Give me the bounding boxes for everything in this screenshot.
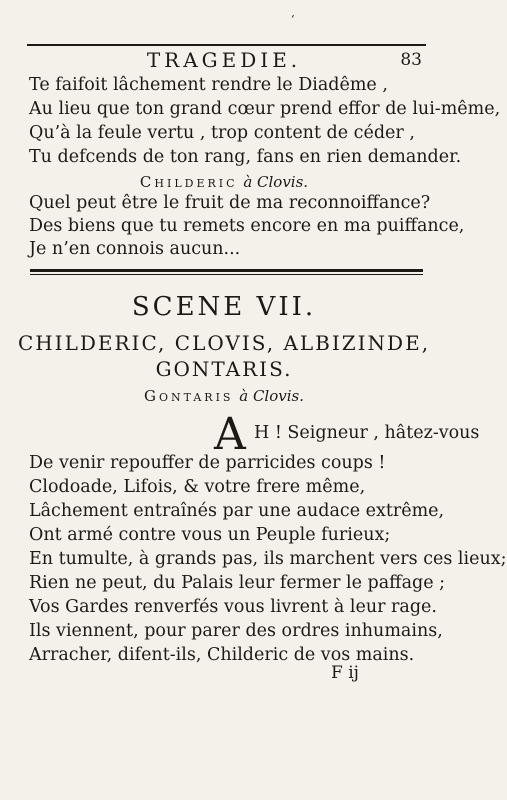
verse-line: En tumulte, à grands pas, ils marchent vers ces lieux;	[29, 549, 507, 569]
signature-mark: F ij	[331, 663, 359, 683]
speaker-name: Childeric	[139, 173, 238, 191]
page-number: 83	[400, 50, 422, 70]
speaker-name: Gontaris	[143, 387, 234, 405]
verse-line: Te faifoit lâchement rendre le Diadême ,	[29, 75, 388, 95]
margin-mark: ‘	[291, 13, 295, 26]
verse-line: Des biens que tu remets encore en ma puiffance,	[29, 216, 465, 236]
running-title: TRAGEDIE.	[146, 48, 302, 72]
verse-line: H ! Seigneur , hâtez-vous	[254, 423, 480, 443]
verse-line: Au lieu que ton grand cœur prend effor de lui-même,	[29, 99, 501, 119]
verse-line: De venir repouffer de parricides coups !	[29, 453, 386, 473]
speaker-heading	[0, 386, 448, 406]
verse-line: Quel peut être le fruit de ma reconnoiffance?	[29, 193, 431, 213]
verse-line: Ils viennent, pour parer des ordres inhumains,	[29, 621, 443, 641]
stage-direction: à Clovis.	[243, 173, 309, 191]
header-rule	[27, 44, 426, 46]
verse-line: Clodoade, Lifois, & votre frere même,	[29, 477, 366, 497]
verse-line: Rien ne peut, du Palais leur fermer le paffage ;	[29, 573, 446, 593]
verse-line: Vos Gardes renverfés vous livrent à leur rage.	[29, 597, 437, 617]
verse-line: Ont armé contre vous un Peuple furieux;	[29, 525, 391, 545]
drop-cap: A	[214, 409, 246, 460]
scene-divider	[30, 269, 423, 276]
scene-characters: CHILDERIC, CLOVIS, ALBIZINDE,	[17, 331, 431, 355]
running-head	[0, 48, 448, 72]
scene-title: SCENE VII.	[131, 292, 317, 322]
stage-direction: à Clovis.	[239, 387, 304, 405]
verse-line: Qu’à la feule vertu , trop content de céder ,	[29, 123, 415, 143]
verse-line: Je n’en connois aucun...	[29, 239, 241, 259]
verse-line: Lâchement entraînés par une audace extrême,	[29, 501, 445, 521]
scene-characters: GONTARIS.	[155, 357, 293, 381]
speaker-heading	[0, 172, 448, 192]
verse-line: Tu defcends de ton rang, fans en rien demander.	[29, 147, 462, 167]
verse-line: Arracher, difent-ils, Childeric de vos mains.	[29, 645, 415, 665]
